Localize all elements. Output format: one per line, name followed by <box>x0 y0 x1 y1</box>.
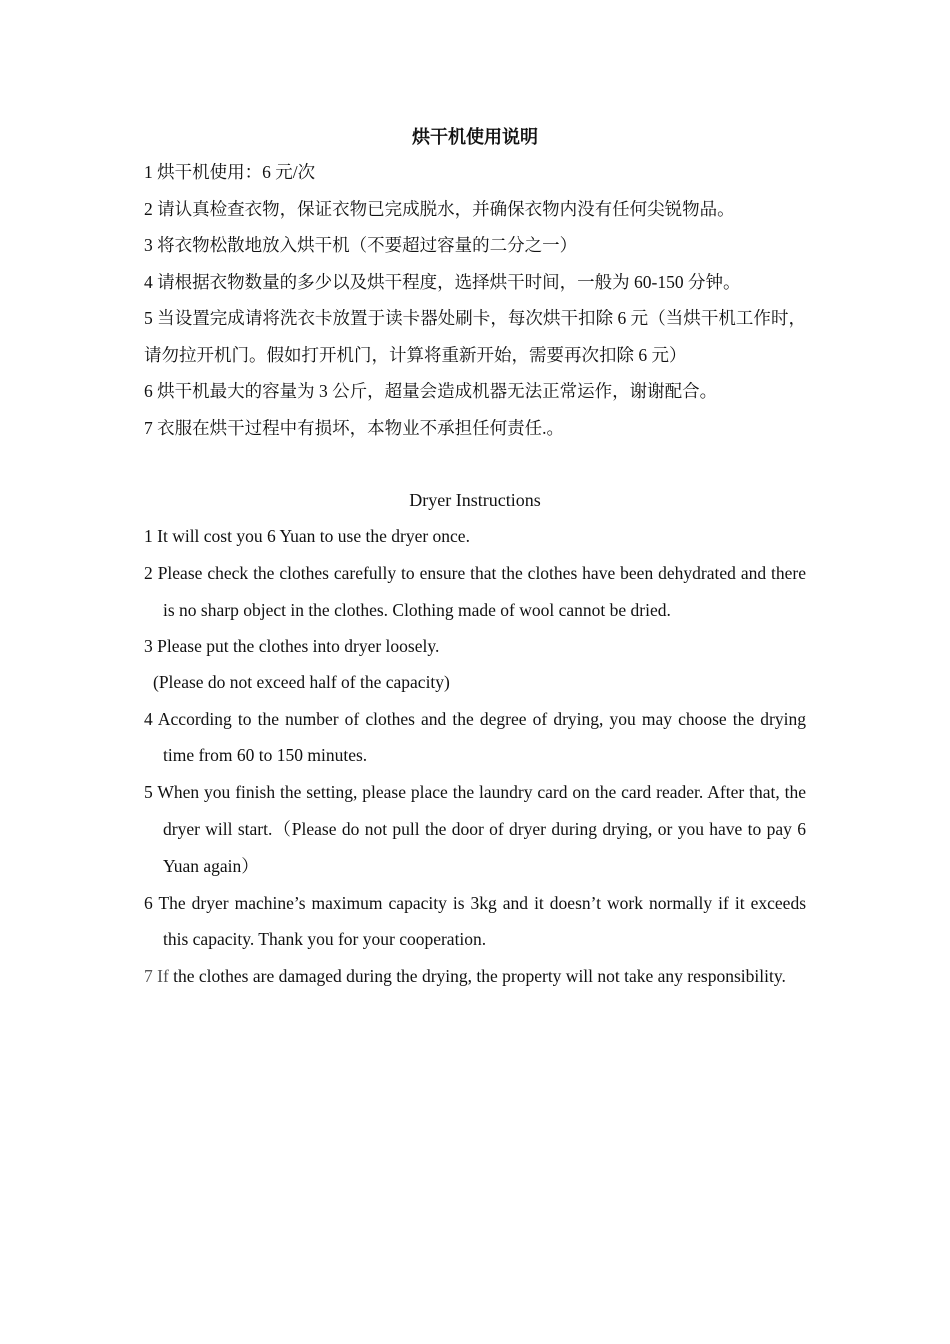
chinese-item-6: 6 烘干机最大的容量为 3 公斤，超量会造成机器无法正常运作，谢谢配合。 <box>144 381 718 401</box>
chinese-item-7: 7 衣服在烘干过程中有损坏，本物业不承担任何责任.。 <box>144 417 564 438</box>
english-item-7 <box>144 958 806 995</box>
chinese-item-2: 2 请认真检查衣物，保证衣物已完成脱水，并确保衣物内没有任何尖锐物品。 <box>144 198 735 219</box>
english-item-6: 6 The dryer machine’s maximum capacity is 3kg and it doesn’t work normally if it exceeds this capacity. Thank you for your cooperation. <box>144 892 806 950</box>
english-item-5: 5 When you finish the setting, please place the laundry card on the card reader. After that, the dryer will start.（Please do not pull the door of dryer during drying, or you have to pay 6 Yuan again） <box>144 782 806 876</box>
english-item-7-text: the clothes are damaged during the drying, the property will not take any responsibility. <box>168 966 786 987</box>
english-item-1: 1 It will cost you 6 Yuan to use the dryer once. <box>144 526 470 546</box>
english-item-7-number: 7 If <box>144 966 169 987</box>
english-item-2: 2 Please check the clothes carefully to ensure that the clothes have been dehydrated and there is no sharp object in the clothes. Clothing made of wool cannot be dried. <box>144 562 806 620</box>
english-item-3-note: (Please do not exceed half of the capacity) <box>153 672 450 693</box>
english-item-3: 3 Please put the clothes into dryer loosely. <box>144 636 440 657</box>
chinese-item-1: 1 烘干机使用：6 元/次 <box>144 162 316 182</box>
english-item-4: 4 According to the number of clothes and the degree of drying, you may choose the drying time from 60 to 150 minutes. <box>144 708 806 766</box>
chinese-item-5: 5 当设置完成请将洗衣卡放置于读卡器处刷卡，每次烘干扣除 6 元（当烘干机工作时，请勿拉开机门。假如打开机门，计算将重新开始，需要再次扣除 6 元） <box>144 308 806 365</box>
document-body <box>144 120 806 995</box>
chinese-item-4: 4 请根据衣物数量的多少以及烘干程度，选择烘干时间，一般为 60-150 分钟。 <box>144 271 741 292</box>
chinese-title: 烘干机使用说明 <box>412 127 538 147</box>
english-title: Dryer Instructions <box>409 490 541 510</box>
chinese-item-3: 3 将衣物松散地放入烘干机（不要超过容量的二分之一） <box>144 235 578 255</box>
